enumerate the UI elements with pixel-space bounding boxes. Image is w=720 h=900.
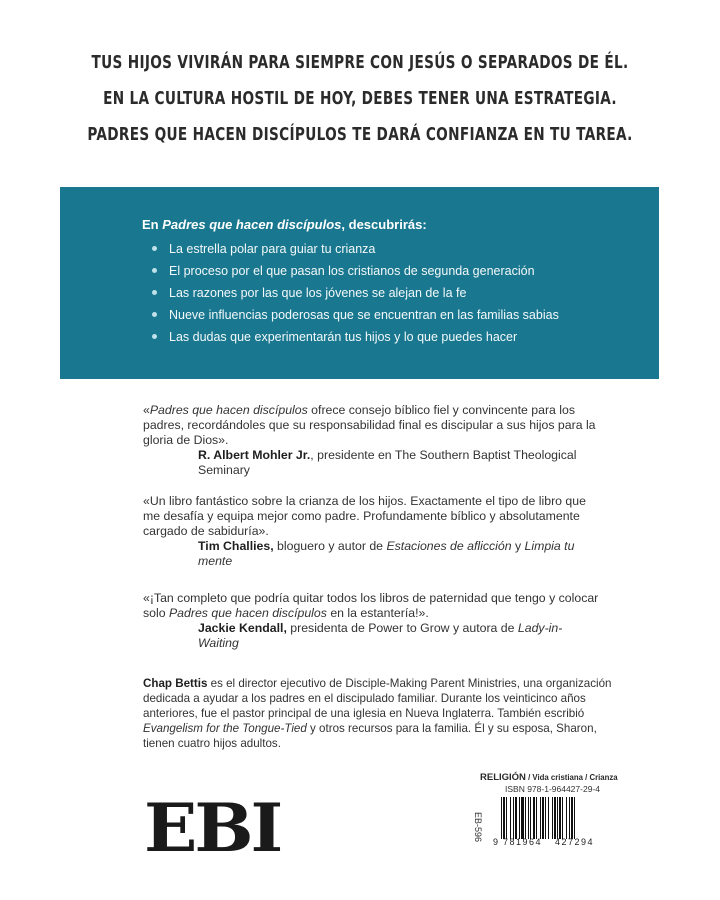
feature-list (152, 238, 559, 348)
bullet-icon (152, 290, 157, 295)
feature-item: La estrella polar para guiar tu crianza (152, 238, 559, 260)
feature-item: El proceso por el que pasan los cristianos de segunda generación (152, 260, 559, 282)
endorsement-kendall (143, 591, 603, 651)
bullet-icon (152, 268, 157, 273)
quote-attribution: Jackie Kendall, presidenta de Power to Grow y autora de Lady-in-Waiting (198, 621, 563, 650)
bullet-icon (152, 312, 157, 317)
endorsement-mohler (143, 403, 603, 478)
headline (79, 45, 641, 153)
bullet-icon (152, 246, 157, 251)
product-code: EB-596 (473, 812, 483, 843)
feature-box (60, 187, 659, 379)
feature-item: Las razones por las que los jóvenes se alejan de la fe (152, 282, 559, 304)
quote-text: «Un libro fantástico sobre la crianza de los hijos. Exactamente el tipo de libro que me desafía y equipa mejor como padre. Profundamente bíblico y absolutamente cargado de sabiduría». (143, 494, 586, 538)
quote-attribution: R. Albert Mohler Jr., presidente en The Southern Baptist Theological Seminary (198, 448, 577, 477)
feature-item: Las dudas que experimentarán tus hijos y lo que puedes hacer (152, 326, 559, 348)
barcode (473, 777, 619, 877)
bullet-icon (152, 334, 157, 339)
headline-line-3: PADRES QUE HACEN DISCÍPULOS TE DARÁ CONFIANZA EN TU TAREA. (87, 125, 633, 145)
feature-item: Nueve influencias poderosas que se encuentran en las familias sabias (152, 304, 559, 326)
author-bio: Chap Bettis es el director ejecutivo de Disciple-Making Parent Ministries, una organización dedicada a ayudar a los padres en el discipulado familiar. Durante los veinticinco años anteriores, fue el pastor principal de una iglesia en Nueva Inglaterra. También escribió Evangelism for the Tongue-Tied y otros recursos para la familia. Él y su esposa, Sharon, tienen cuatro hijos adultos. (143, 677, 612, 750)
isbn-label: ISBN 978-1-964427-29-4 (505, 784, 600, 794)
category-label: RELIGIÓN / Vida cristiana / Crianza (480, 772, 618, 783)
barcode-digits: 9 781964 427294 (493, 837, 595, 847)
book-title: Padres que hacen discípulos (162, 217, 342, 232)
headline-line-2: EN LA CULTURA HOSTIL DE HOY, DEBES TENER UNA ESTRATEGIA. (103, 89, 617, 109)
headline-line-1: TUS HIJOS VIVIRÁN PARA SIEMPRE CON JESÚS O SEPARADOS DE ÉL. (91, 53, 629, 73)
barcode-bars (501, 797, 613, 839)
quote-attribution: Tim Challies, bloguero y autor de Estaciones de aflicción y Limpia tu mente (198, 539, 575, 568)
publisher-logo: EBI (144, 788, 281, 868)
quote-text: «¡Tan completo que podría quitar todos los libros de paternidad que tengo y colocar solo Padres que hacen discípulos en la estantería!». (143, 591, 599, 620)
feature-intro: En Padres que hacen discípulos, descubrirás: (142, 217, 427, 232)
endorsement-challies (143, 494, 603, 569)
quote-text: «Padres que hacen discípulos ofrece consejo bíblico fiel y convincente para los padres, recordándoles que su responsabilidad final es discipular a sus hijos para la gloria de Dios». (143, 403, 596, 447)
